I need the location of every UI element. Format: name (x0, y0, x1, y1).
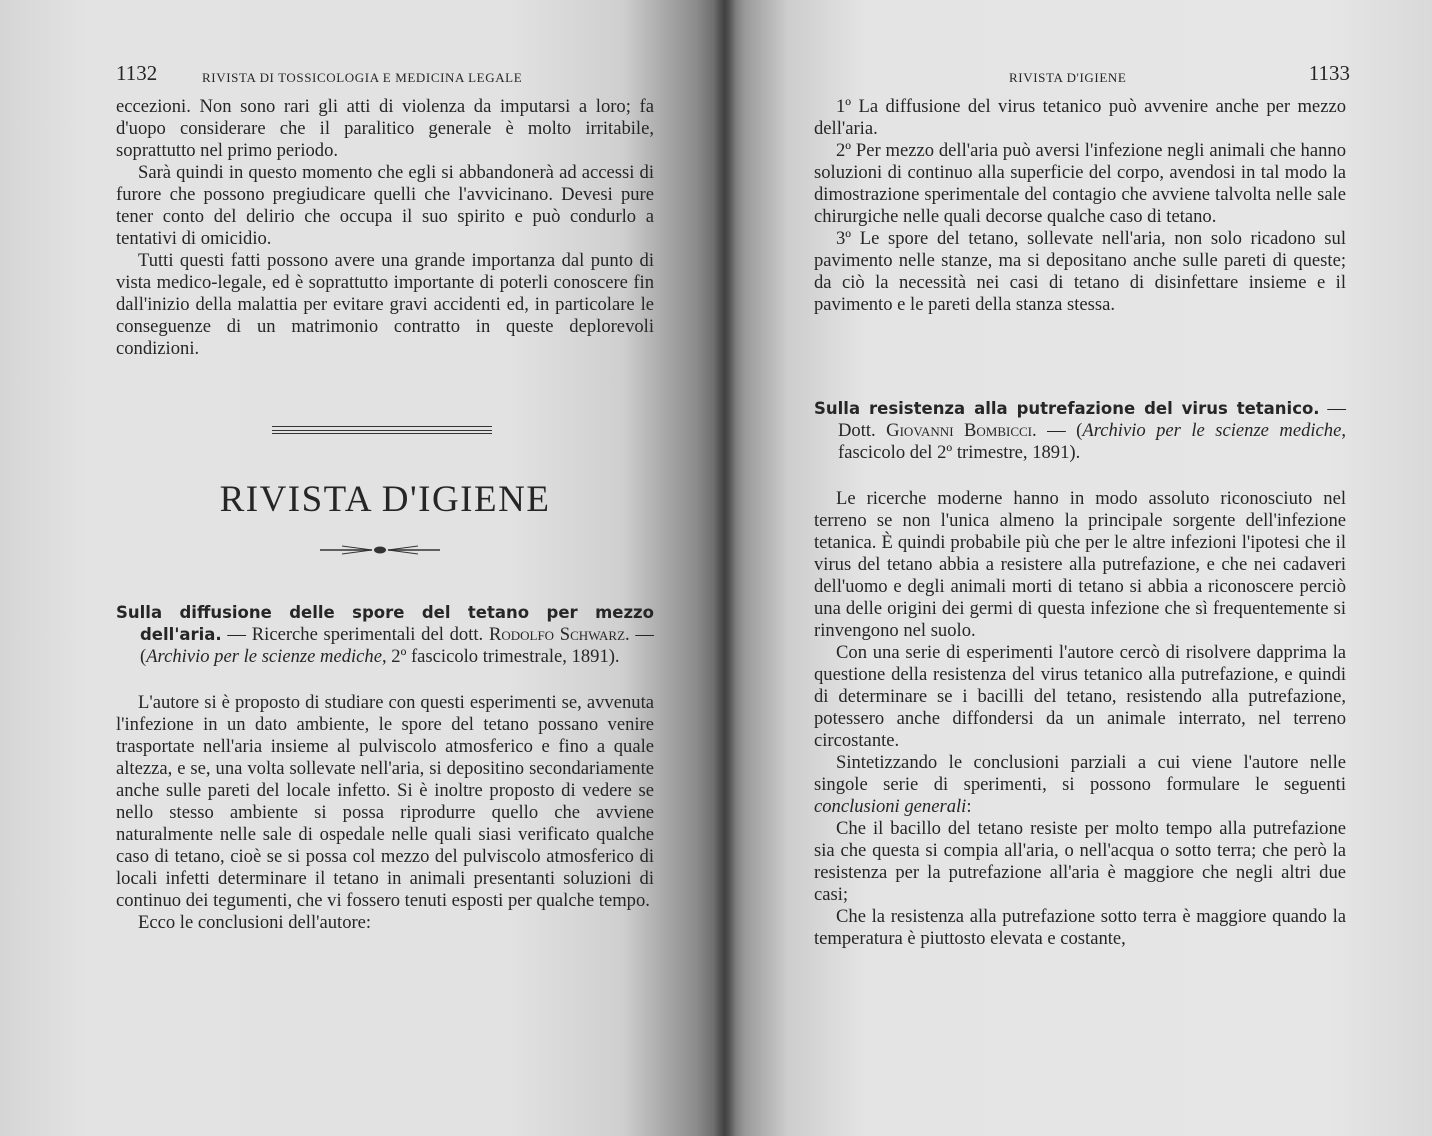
right-page-number: 1133 (1308, 61, 1350, 85)
paragraph: Le ricerche moderne hanno in modo assoluto riconosciuto nel terreno se non l'unica almeno la principale sorgente dell'infezione tetanica. È quindi probabile più che per le altre infezioni l'ipotesi che il virus del tetano abbia a resistere alla putrefazione, e che nei cadaveri dell'uomo e degli animali morti di tetano si abbia a riconoscere perciò una delle origini dei germi di questa infezione che sì frequentemente si rinvengono nel suolo. (814, 488, 1346, 641)
article-source-prefix: . — ( (140, 624, 655, 667)
right-page (724, 0, 1432, 1136)
right-article (814, 398, 1346, 950)
article-author-prefix: — Dott. (838, 398, 1347, 441)
left-article (116, 602, 654, 934)
right-top-text (814, 96, 1346, 316)
left-top-text (116, 96, 654, 360)
paragraph: Ecco le conclusioni dell'autore: (138, 912, 372, 933)
article-author: Giovanni Bombicci (886, 420, 1032, 441)
article-source: Archivio per le scienze mediche (146, 646, 382, 667)
paragraph: 1º La diffusione del virus tetanico può avvenire anche per mezzo dell'aria. (814, 96, 1346, 139)
article-author: Rodolfo Schwarz (488, 624, 626, 645)
paragraph: 3º Le spore del tetano, sollevate nell'aria, non solo ricadono sul pavimento nelle stanze, ma si depositano anche sulle pareti di queste; da ciò la necessità nei casi di tetano di disinfettare insieme e il pavimento e le pareti della stanza stessa. (814, 228, 1346, 315)
article-heading (116, 602, 654, 668)
article-source: Archivio per le scienze mediche (1082, 420, 1342, 441)
article-author-prefix: — Ricerche sperimentali del dott. (221, 624, 489, 645)
paragraph: Tutti questi fatti possono avere una grande importanza dal punto di vista medico-legale, ed è soprattutto importante di poterli conoscere fin dall'inizio della malattia per evitare gravi accidenti ed, in particolare le conseguenze di un matrimonio contratto in queste deplorevoli condizioni. (116, 250, 654, 359)
left-running-head (116, 61, 656, 88)
ornament-divider (320, 540, 440, 560)
book-gutter (714, 0, 736, 1136)
right-running-title: RIVISTA D'IGIENE (1009, 70, 1127, 85)
paragraph: Sarà quindi in questo momento che egli si abbandonerà ad accessi di furore che possono pregiudicare quelli che l'avvicinano. Devesi pure tener conto del delirio che occupa il suo spirito e può condurlo a tentativi di omicidio. (116, 162, 654, 249)
paragraph: Che il bacillo del tetano resiste per molto tempo alla putrefazione sia che questa si compia all'aria, o nell'acqua o sotto terra; che però la resistenza per la putrefazione all'aria è maggiore che negli altri due casi; (814, 818, 1346, 905)
conclusions-colon: : (966, 796, 972, 817)
paragraph-text: Sintetizzando le conclusioni parziali a cui viene l'autore nelle singole serie di sperimenti, si possono formulare le seguenti (814, 752, 1346, 795)
left-page-number: 1132 (116, 61, 158, 85)
paragraph: Che la resistenza alla putrefazione sotto terra è maggiore quando la temperatura è piuttosto elevata e costante, (814, 906, 1346, 949)
paragraph: eccezioni. Non sono rari gli atti di violenza da imputarsi a loro; fa d'uopo considerare che il paralitico generale è molto irritabile, soprattutto nel primo periodo. (116, 96, 654, 161)
paragraph (814, 752, 1346, 818)
article-heading (814, 398, 1346, 464)
article-source-suffix: , fascicolo del 2º trimestre, 1891). (838, 420, 1346, 463)
section-rule-thin (272, 433, 492, 434)
article-title: Sulla resistenza alla putrefazione del virus tetanico. (814, 399, 1320, 418)
paragraph: Con una serie di esperimenti l'autore cercò di risolvere dapprima la questione della resistenza del virus tetanico alla putrefazione, e quindi di determinare se i bacilli del tetano, resistendo alla putrefazione, potessero anche diffondersi da un animale interrato, nel terreno circostante. (814, 642, 1346, 751)
left-running-title: RIVISTA DI TOSSICOLOGIA E MEDICINA LEGALE (202, 70, 523, 85)
section-rule (272, 426, 492, 431)
paragraph: L'autore si è proposto di studiare con questi esperimenti se, avvenuta l'infezione in un dato ambiente, le spore del tetano possano venire trasportate nell'aria insieme al pulviscolo atmosferico e fino a quale altezza, e se, una volta sollevate nell'aria, si depositino secondariamente anche sulle pareti del locale infetto. Si è inoltre proposto di vedere se nello stesso ambiente si possa riprodurre quello che avviene naturalmente nelle sale di ospedale nelle quali siasi verificato qualche caso di tetano, cioè se si possa col mezzo del pulviscolo atmosferico di locali infetti determinare il tetano in animali presentanti soluzioni di continuo dei tegumenti, che vi fossero tenuti esposti per qualche tempo. (116, 692, 654, 911)
section-title: RIVISTA D'IGIENE (219, 479, 551, 520)
article-source-suffix: , 2º fascicolo trimestrale, 1891). (381, 646, 620, 667)
article-source-prefix: . — ( (1032, 420, 1083, 441)
conclusions-label: conclusioni generali (814, 796, 967, 817)
article-title: Sulla diffusione delle spore del tetano per mezzo dell'aria. (116, 603, 654, 644)
right-running-head (814, 61, 1350, 88)
paragraph: 2º Per mezzo dell'aria può aversi l'infezione negli animali che hanno soluzioni di continuo alla superficie del corpo, avendosi in tal modo la dimostrazione sperimentale del contagio che avviene talvolta nelle sale chirurgiche nelle quali decorse qualche caso di tetano. (814, 140, 1346, 227)
